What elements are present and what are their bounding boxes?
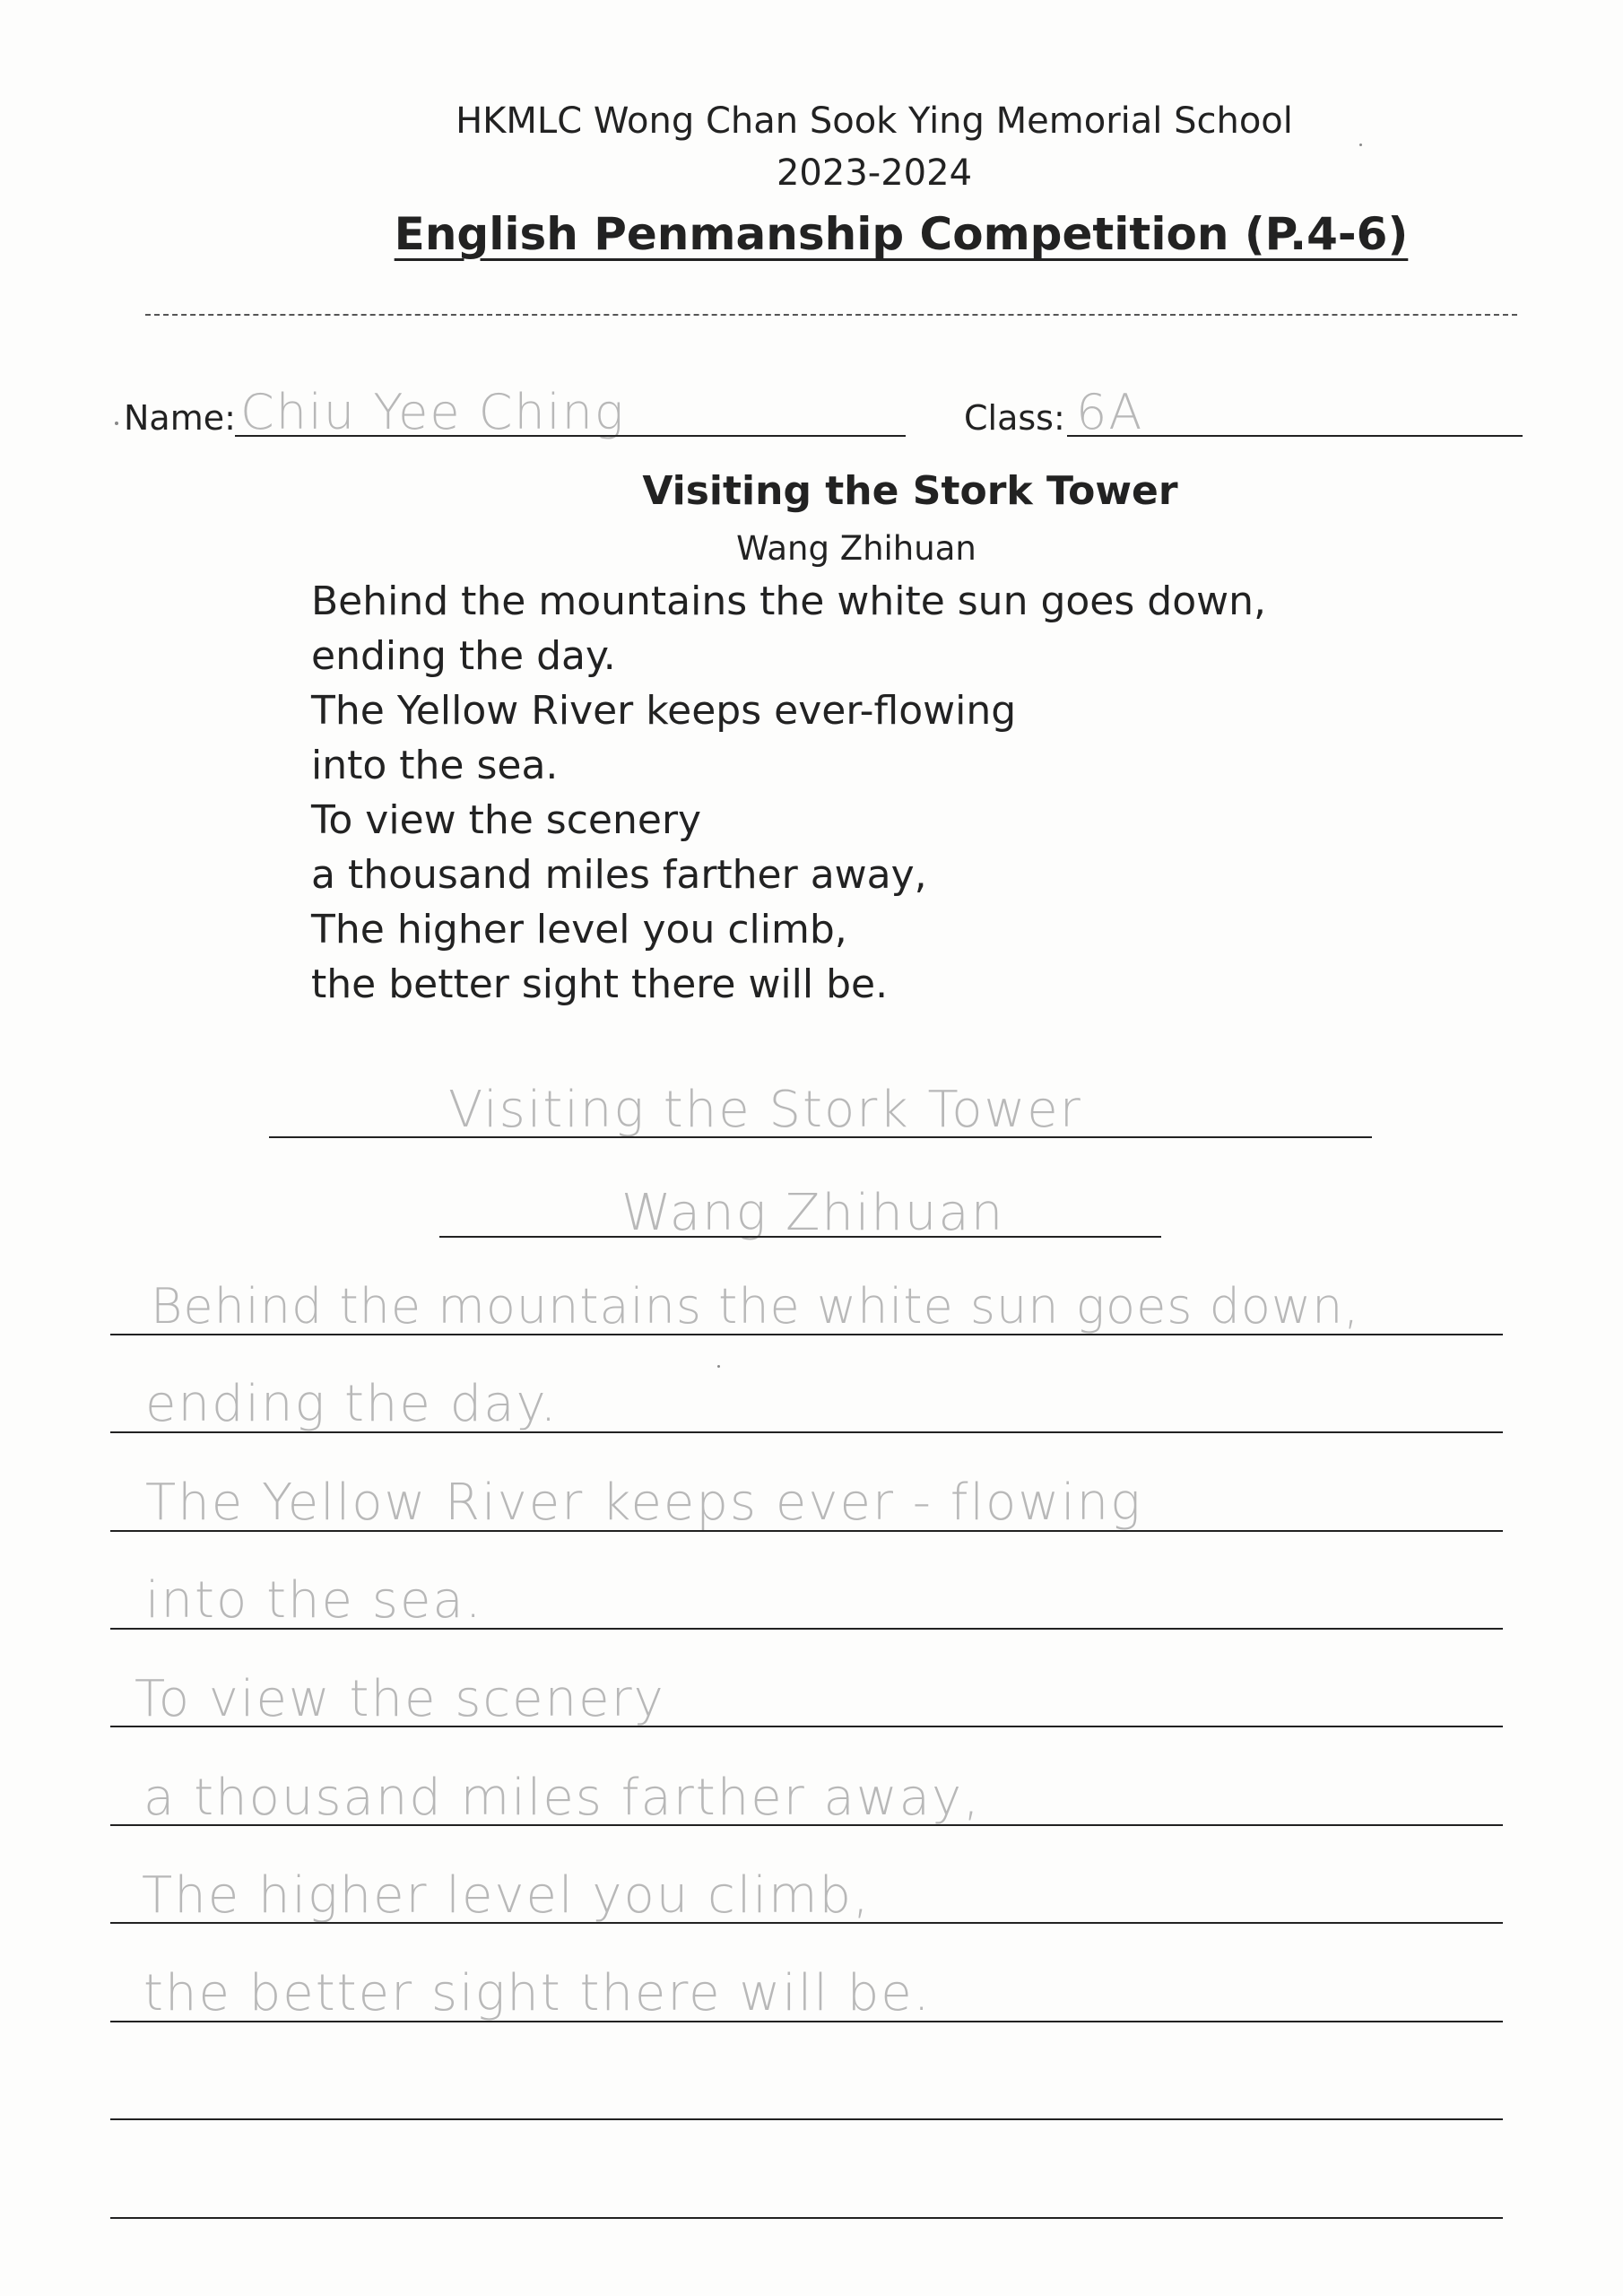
writing-rule [110,1334,1503,1335]
author-rule [439,1236,1161,1238]
writing-rule [110,2118,1503,2120]
poem-line: To view the scenery [311,797,702,843]
poem-line: The Yellow River keeps ever-flowing [311,688,1017,734]
poem-author-wrap [0,529,1623,568]
poem-line: a thousand miles farther away, [311,852,927,898]
poem-author: Wang Zhihuan [736,529,976,568]
class-handwritten: 6A [1076,384,1144,440]
handwritten-line: the better sight there will be. [143,1964,932,2022]
writing-rule [110,2217,1503,2219]
name-label: Name: [124,398,236,438]
handwritten-line: into the sea. [145,1571,483,1630]
name-handwritten: Chiu Yee Ching [240,384,626,440]
writing-rule [110,1824,1503,1826]
class-label: Class: [964,398,1065,438]
poem-line: ending the day. [311,633,616,679]
dashed-divider [145,314,1517,316]
handwritten-line: To view the scenery [135,1670,665,1728]
scan-speck [1359,144,1362,146]
handwritten-title: Visiting the Stork Tower [448,1081,1082,1139]
poem-title: Visiting the Stork Tower [642,468,1178,514]
writing-rule [110,1922,1503,1924]
scan-speck [717,1365,720,1368]
handwritten-line: The Yellow River keeps ever - flowing [145,1474,1142,1532]
school-year: 2023-2024 [776,152,973,194]
writing-rule [110,1530,1503,1532]
title-rule [269,1136,1372,1138]
handwritten-line: Behind the mountains the white sun goes down, [151,1278,1360,1335]
handwritten-line: ending the day. [145,1375,559,1433]
poem-line: The higher level you climb, [311,907,847,952]
poem-title-wrap [0,468,1623,514]
competition-title-wrap [0,208,1623,260]
handwritten-line: a thousand miles farther away, [143,1769,981,1827]
class-rule [1067,435,1523,437]
handwritten-author: Wang Zhihuan [621,1184,1005,1242]
writing-rule [110,1628,1503,1630]
writing-rule [110,2021,1503,2022]
poem-line: the better sight there will be. [311,961,889,1007]
poem-line: Behind the mountains the white sun goes down, [311,578,1266,624]
competition-title: English Penmanship Competition (P.4-6) [394,208,1409,260]
handwritten-line: The higher level you climb, [142,1866,871,1925]
writing-rule [110,1431,1503,1433]
school-name: HKMLC Wong Chan Sook Ying Memorial School [456,100,1293,142]
writing-rule [110,1726,1503,1727]
name-rule [235,435,906,437]
scan-speck [115,422,118,425]
poem-line: into the sea. [311,743,559,788]
